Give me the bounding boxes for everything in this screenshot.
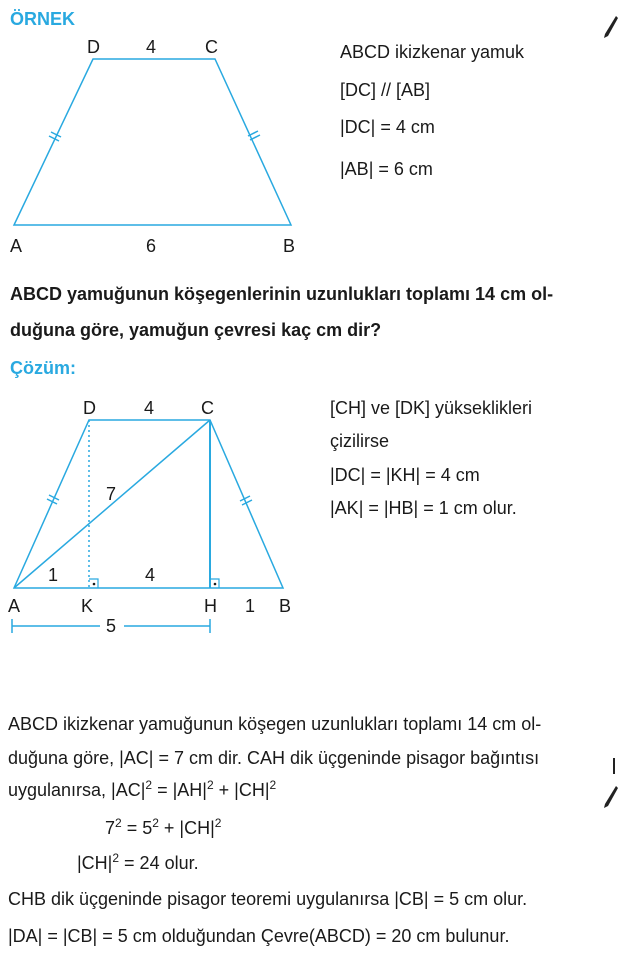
- example-trapezoid-outline: [14, 59, 291, 225]
- pencil-icon: [604, 16, 618, 38]
- example-top-length: 4: [146, 37, 157, 57]
- given-trapezoid-type: ABCD ikizkenar yamuk: [340, 42, 525, 62]
- hb-length-label: 1: [245, 596, 256, 616]
- solution-vertex-c: C: [201, 398, 214, 418]
- diagonal-ac: [14, 420, 210, 588]
- given-ab-length: |AB| = 6 cm: [340, 159, 433, 179]
- given-parallel: [DC] // [AB]: [340, 80, 431, 100]
- explanation-line-1: ABCD ikizkenar yamuğunun köşegen uzunlukları toplamı 14 cm ol-: [8, 714, 542, 734]
- example-heading: ÖRNEK: [10, 9, 76, 29]
- solution-vertex-d: D: [83, 398, 96, 418]
- example-vertex-d: D: [87, 37, 100, 57]
- note-ak-hb: |AK| = |HB| = 1 cm olur.: [330, 498, 517, 518]
- solution-vertex-h: H: [204, 596, 217, 616]
- note-dc-kh: |DC| = |KH| = 4 cm: [330, 465, 480, 485]
- solution-trapezoid-figure: [0, 390, 320, 640]
- note-drawn: çizilirse: [330, 431, 390, 451]
- margin-mark: [613, 758, 615, 774]
- explanation-line-4: CHB dik üçgeninde pisagor teoremi uygulanırsa |CB| = 5 cm olur.: [8, 889, 528, 909]
- question-line-2: duğuna göre, yamuğun çevresi kaç cm dir?: [10, 320, 382, 340]
- diagonal-length-label: 7: [106, 484, 117, 504]
- kh-length-label: 4: [145, 565, 156, 585]
- example-bottom-length: 6: [146, 236, 157, 256]
- solution-vertex-b: B: [279, 596, 292, 616]
- solution-heading: Çözüm:: [10, 358, 76, 378]
- note-heights: [CH] ve [DK] yükseklikleri: [330, 398, 533, 418]
- solution-top-length: 4: [144, 398, 155, 418]
- right-angle-dot-h: [214, 583, 217, 586]
- example-trapezoid-figure: [0, 30, 320, 265]
- given-dc-length: |DC| = 4 cm: [340, 117, 435, 137]
- example-vertex-c: C: [205, 37, 218, 57]
- ah-length-label: 5: [106, 616, 117, 636]
- ak-length-label: 1: [48, 565, 59, 585]
- explanation-line-5: |DA| = |CB| = 5 cm olduğundan Çevre(ABCD) = 20 cm bulunur.: [8, 926, 510, 946]
- solution-vertex-a: A: [8, 596, 21, 616]
- explanation-line-3: uygulanırsa, $|AC|^2 = |AH|^2 + |CH|^2$: [8, 778, 277, 800]
- example-vertex-a: A: [10, 236, 23, 256]
- pencil-icon: [604, 786, 618, 808]
- explanation-line-2: duğuna göre, |AC| = 7 cm dir. CAH dik üçgeninde pisagor bağıntısı: [8, 748, 540, 768]
- question-line-1: ABCD yamuğunun köşegenlerinin uzunlukları toplamı 14 cm ol-: [10, 284, 554, 304]
- example-vertex-b: B: [283, 236, 296, 256]
- solution-vertex-k: K: [81, 596, 94, 616]
- equation-pythagoras-1: $7^2 = 5^2 + |CH|^2$: [105, 816, 222, 838]
- right-angle-dot-k: [93, 583, 96, 586]
- equation-pythagoras-2: $|CH|^2 = 24$ olur.: [77, 851, 199, 873]
